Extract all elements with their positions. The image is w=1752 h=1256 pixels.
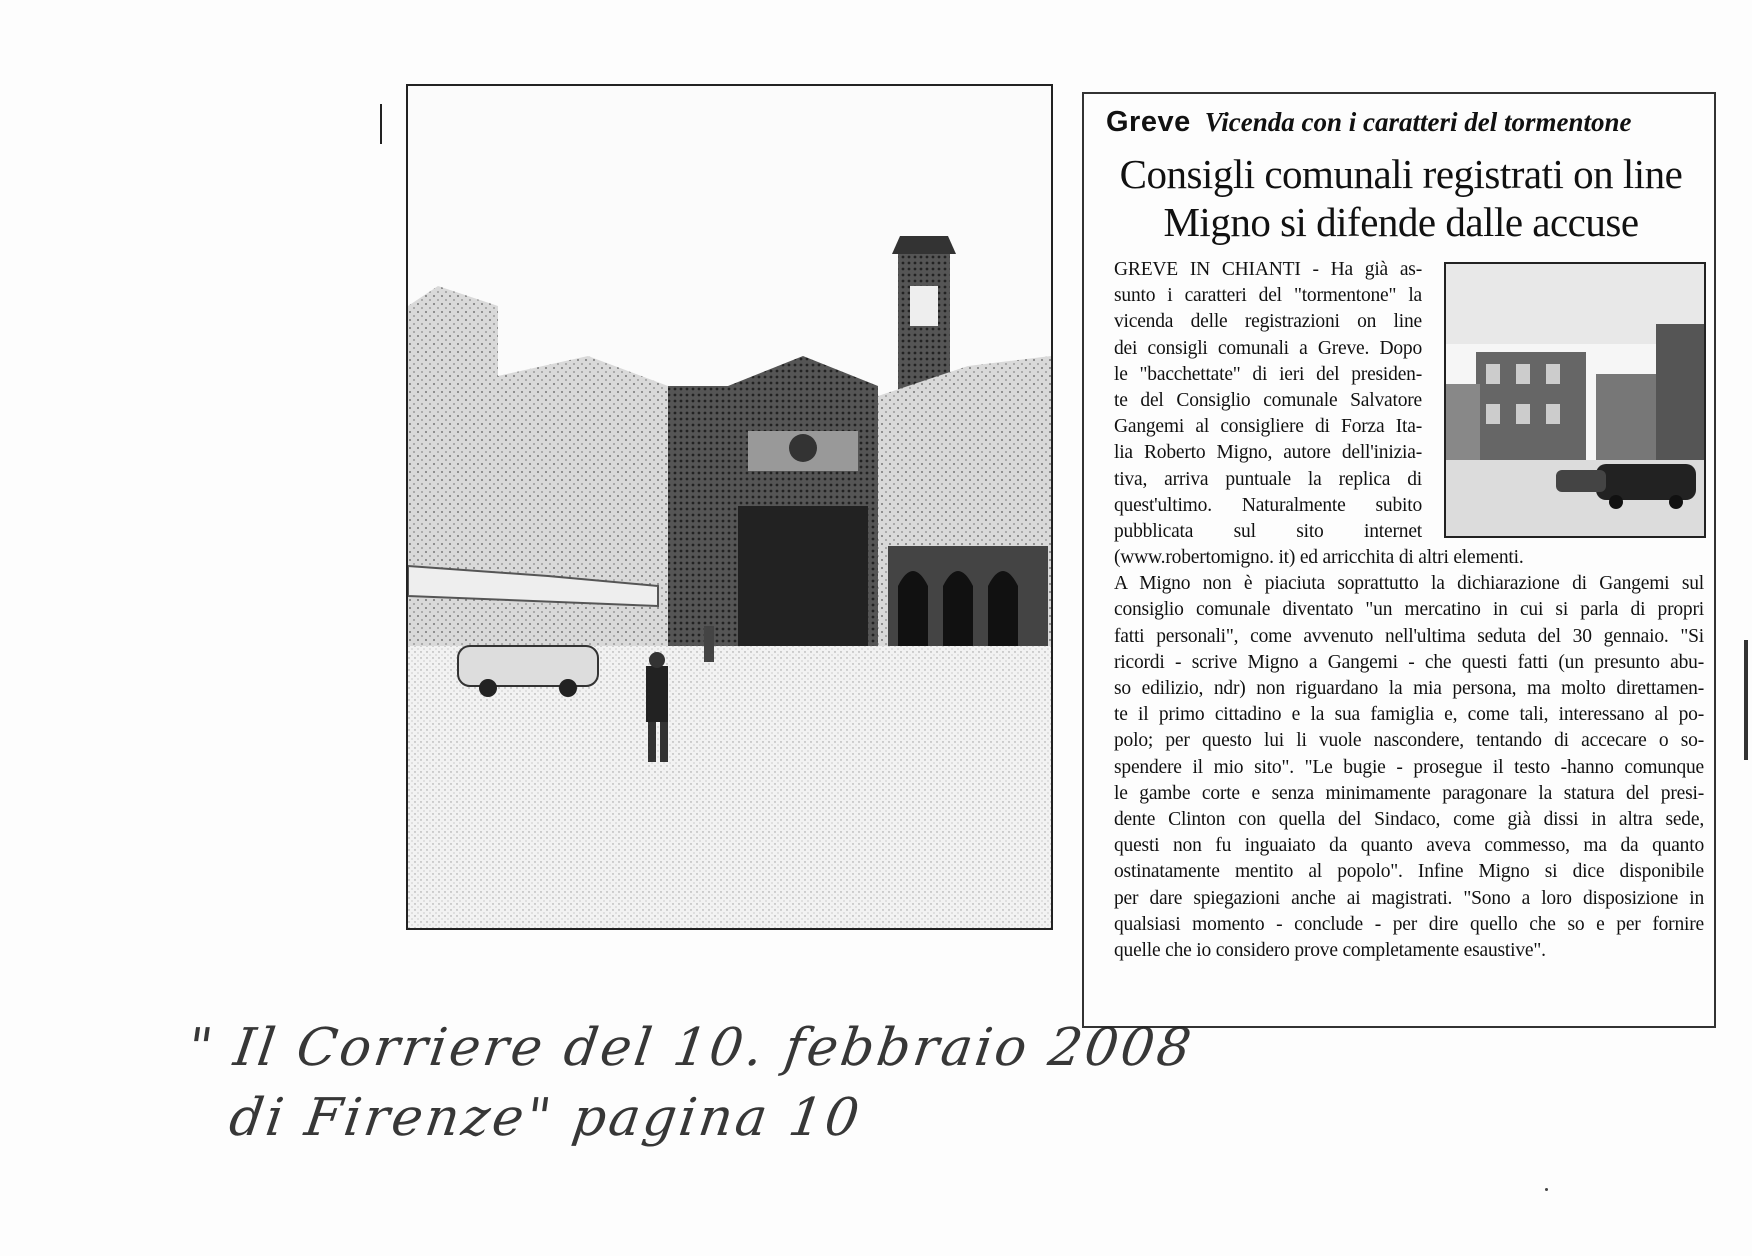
scan-edge-mark xyxy=(380,104,382,144)
body-line: ostinatamente mentito al popolo". Infine Migno si dice disponibile xyxy=(1114,861,1704,883)
body-line: GREVE IN CHIANTI - Ha già as- xyxy=(1114,259,1422,280)
body-line: fatti personali", come avvenuto nell'ultima seduta del 30 gennaio. "Si xyxy=(1114,625,1704,647)
body-line: Gangemi al consigliere di Forza Ita- xyxy=(1114,416,1422,438)
body-line: per dare spiegazioni anche ai magistrati. "Sono a loro disposizione in xyxy=(1114,887,1704,909)
piazza-photo-illustration xyxy=(408,86,1051,928)
body-line: ricordi - scrive Migno a Gangemi - che questi fatti (un presunto abu- xyxy=(1114,651,1704,673)
body-line: A Migno non è piaciuta soprattutto la dichiarazione di Gangemi sul xyxy=(1114,573,1704,595)
body-line: te del Consiglio comunale Salvatore xyxy=(1114,389,1422,411)
article-body xyxy=(1114,257,1704,964)
body-line: te il primo cittadino e la sua famiglia e, come tali, interessano al po- xyxy=(1114,704,1704,726)
handwritten-source-note: " Il Corriere del 10. febbraio 2008 xyxy=(183,1018,1198,1078)
kicker-topic: Vicenda con i caratteri del tormentone xyxy=(1204,107,1632,137)
body-line: quelle che io considero prove completamente esaustive". xyxy=(1114,939,1546,961)
handwritten-source-note: di Firenze" pagina 10 xyxy=(225,1088,866,1148)
body-line: lia Roberto Migno, autore dell'inizia- xyxy=(1114,442,1422,464)
body-line: quest'ultimo. Naturalmente subito xyxy=(1114,494,1422,516)
body-line: sunto i caratteri del "tormentone" la xyxy=(1114,285,1422,307)
body-line: vicenda delle registrazioni on line xyxy=(1114,311,1422,333)
body-line: dei consigli comunali a Greve. Dopo xyxy=(1114,337,1422,359)
body-line: dente Clinton con quella del Sindaco, come già dissi in altra sede, xyxy=(1114,808,1704,830)
scan-speck xyxy=(1545,1188,1548,1191)
body-line: consiglio comunale diventato "un mercatino in cui si parla di propri xyxy=(1114,599,1704,621)
scan-edge-mark xyxy=(1744,640,1748,760)
article-headline xyxy=(1084,150,1718,246)
kicker-place: Greve xyxy=(1106,106,1191,138)
body-line: spendere il mio sito". "Le bugie - prosegue il testo -hanno comunque xyxy=(1114,756,1704,778)
body-line: le "bacchettate" di ieri del presiden- xyxy=(1114,363,1422,385)
body-line: so edilizio, ndr) non riguardano la mia persona, ma molto direttamen- xyxy=(1114,678,1704,699)
body-line: tiva, arriva puntuale la replica di xyxy=(1114,468,1422,490)
body-line: pubblicata sul sito internet xyxy=(1114,520,1422,542)
piazza-photograph xyxy=(406,84,1053,930)
body-line: qualsiasi momento - conclude - per dire quello che so e per fornire xyxy=(1114,913,1704,935)
headline-line: Consigli comunali registrati on line xyxy=(1119,151,1683,197)
body-line: polo; per questo lui li vuole nascondere, tentando di accecare o so- xyxy=(1114,730,1704,752)
newspaper-article xyxy=(1082,92,1716,1028)
article-kicker xyxy=(1106,106,1706,139)
body-line: le gambe corte e senza minimamente paragonare la statura del presi- xyxy=(1114,782,1704,804)
headline-line: Migno si difende dalle accuse xyxy=(1163,199,1639,245)
body-line: (www.robertomigno. it) ed arricchita di altri elementi. xyxy=(1114,547,1524,569)
body-line: questi non fu inguaiato da quanto aveva commesso, ma da quanto xyxy=(1114,835,1704,857)
